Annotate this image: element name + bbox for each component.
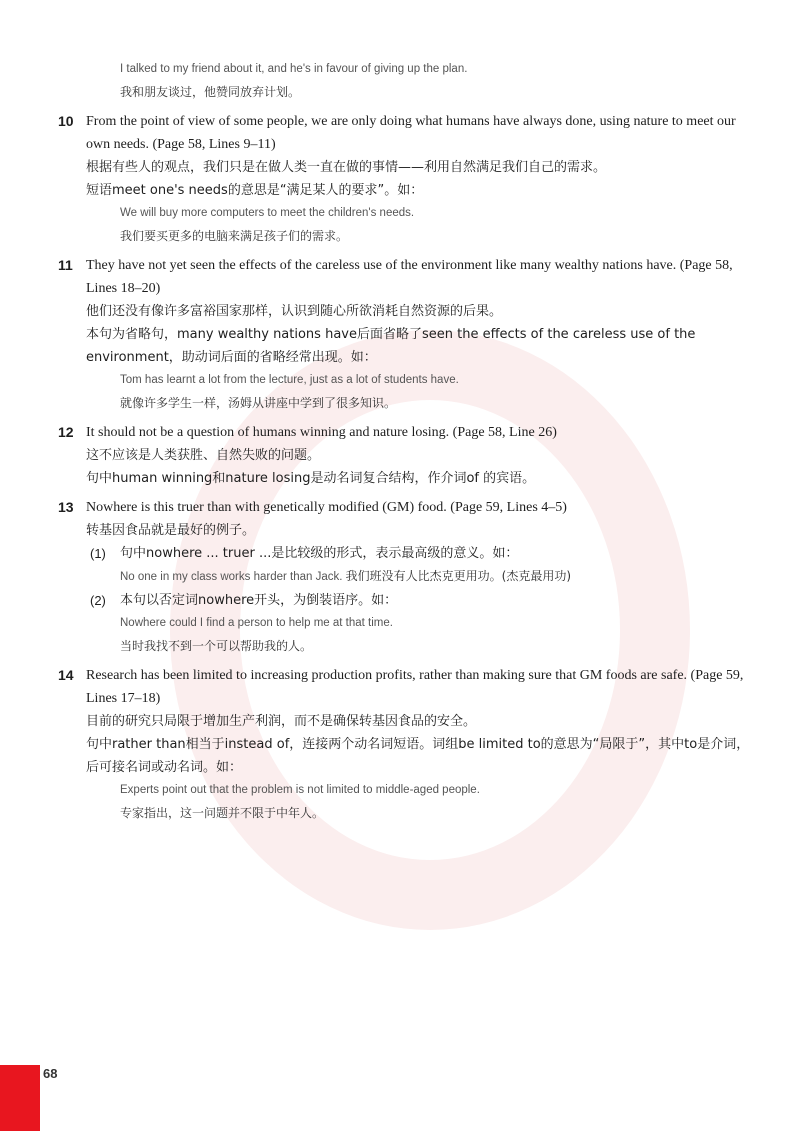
entry-explanation: 本句为省略句，many wealthy nations have后面省略了seen the effects of the careless use of the environment，助动词后面的省略经常出现。如： [86, 327, 696, 365]
page-content [58, 58, 758, 825]
entry-translation: 他们还没有像许多富裕国家那样，认识到随心所欲消耗自然资源的后果。 [86, 304, 503, 319]
note-entry-14 [58, 664, 758, 825]
note-entry-12 [58, 421, 758, 490]
example-zh: 我们班没有人比杰克更用功。(杰克最用功) [345, 569, 572, 583]
entry-translation: 目前的研究只局限于增加生产利润，而不是确保转基因食品的安全。 [86, 714, 477, 729]
sub-point-text: 本句以否定词nowhere开头，为倒装语序。如： [120, 593, 398, 608]
example-zh: 专家指出，这一问题并不限于中年人。 [120, 806, 325, 820]
example-en: Nowhere could I find a person to help me at that time. [120, 617, 393, 629]
example-line [58, 565, 758, 589]
entry-explanation: 句中rather than相当于instead of，连接两个动名词短语。词组be limited to的意思为“局限于”，其中to是介词，后可接名词或动名词。如： [86, 737, 750, 775]
entry-sentence: They have not yet seen the effects of the careless use of the environment like many wealthy nations have. (Page 58, Lines 18–20) [86, 258, 733, 296]
entry-number: 14 [58, 667, 74, 683]
sub-point-1 [58, 542, 758, 589]
entry-number: 10 [58, 113, 74, 129]
note-entry-13 [58, 496, 758, 658]
entry-explanation: 短语meet one's needs的意思是“满足某人的要求”。如： [86, 183, 424, 198]
note-entry-10 [58, 110, 758, 248]
example-en: I talked to my friend about it, and he's in favour of giving up the plan. [120, 63, 468, 75]
pre-example [58, 58, 758, 104]
entry-number: 13 [58, 499, 74, 515]
sub-point-2 [58, 589, 758, 658]
note-entry-11 [58, 254, 758, 415]
sub-point-number: (1) [90, 546, 106, 561]
page-number: 68 [43, 1066, 58, 1081]
sub-point-text: 句中nowhere ... truer ...是比较级的形式，表示最高级的意义。如： [120, 546, 519, 561]
entry-sentence: From the point of view of some people, we are only doing what humans have always done, using nature to meet our own needs. (Page 58, Lines 9–11) [86, 114, 736, 152]
entry-translation: 根据有些人的观点，我们只是在做人类一直在做的事情——利用自然满足我们自己的需求。 [86, 160, 607, 175]
entry-explanation: 句中human winning和nature losing是动名词复合结构，作介词of 的宾语。 [86, 471, 536, 486]
entry-sentence: Research has been limited to increasing production profits, rather than making sure that GM foods are safe. (Page 59, Lines 17–18) [86, 668, 744, 706]
example-en: No one in my class works harder than Jack. [120, 571, 343, 583]
example-en: Tom has learnt a lot from the lecture, just as a lot of students have. [120, 374, 459, 386]
entry-translation: 这不应该是人类获胜、自然失败的问题。 [86, 448, 321, 463]
sub-point-number: (2) [90, 593, 106, 608]
entry-number: 11 [58, 257, 73, 273]
entry-translation: 转基因食品就是最好的例子。 [86, 523, 256, 538]
example-zh: 就像许多学生一样，汤姆从讲座中学到了很多知识。 [120, 396, 397, 410]
example-zh: 当时我找不到一个可以帮助我的人。 [120, 639, 313, 653]
example-en: We will buy more computers to meet the children's needs. [120, 207, 415, 219]
entry-sentence: Nowhere is this truer than with genetically modified (GM) food. (Page 59, Lines 4–5) [86, 500, 567, 515]
entry-sentence: It should not be a question of humans winning and nature losing. (Page 58, Line 26) [86, 425, 557, 440]
entry-number: 12 [58, 424, 74, 440]
example-en: Experts point out that the problem is not limited to middle-aged people. [120, 784, 480, 796]
example-zh: 我和朋友谈过，他赞同放弃计划。 [120, 85, 301, 99]
example-zh: 我们要买更多的电脑来满足孩子们的需求。 [120, 229, 349, 243]
page-color-bar [0, 1065, 40, 1131]
